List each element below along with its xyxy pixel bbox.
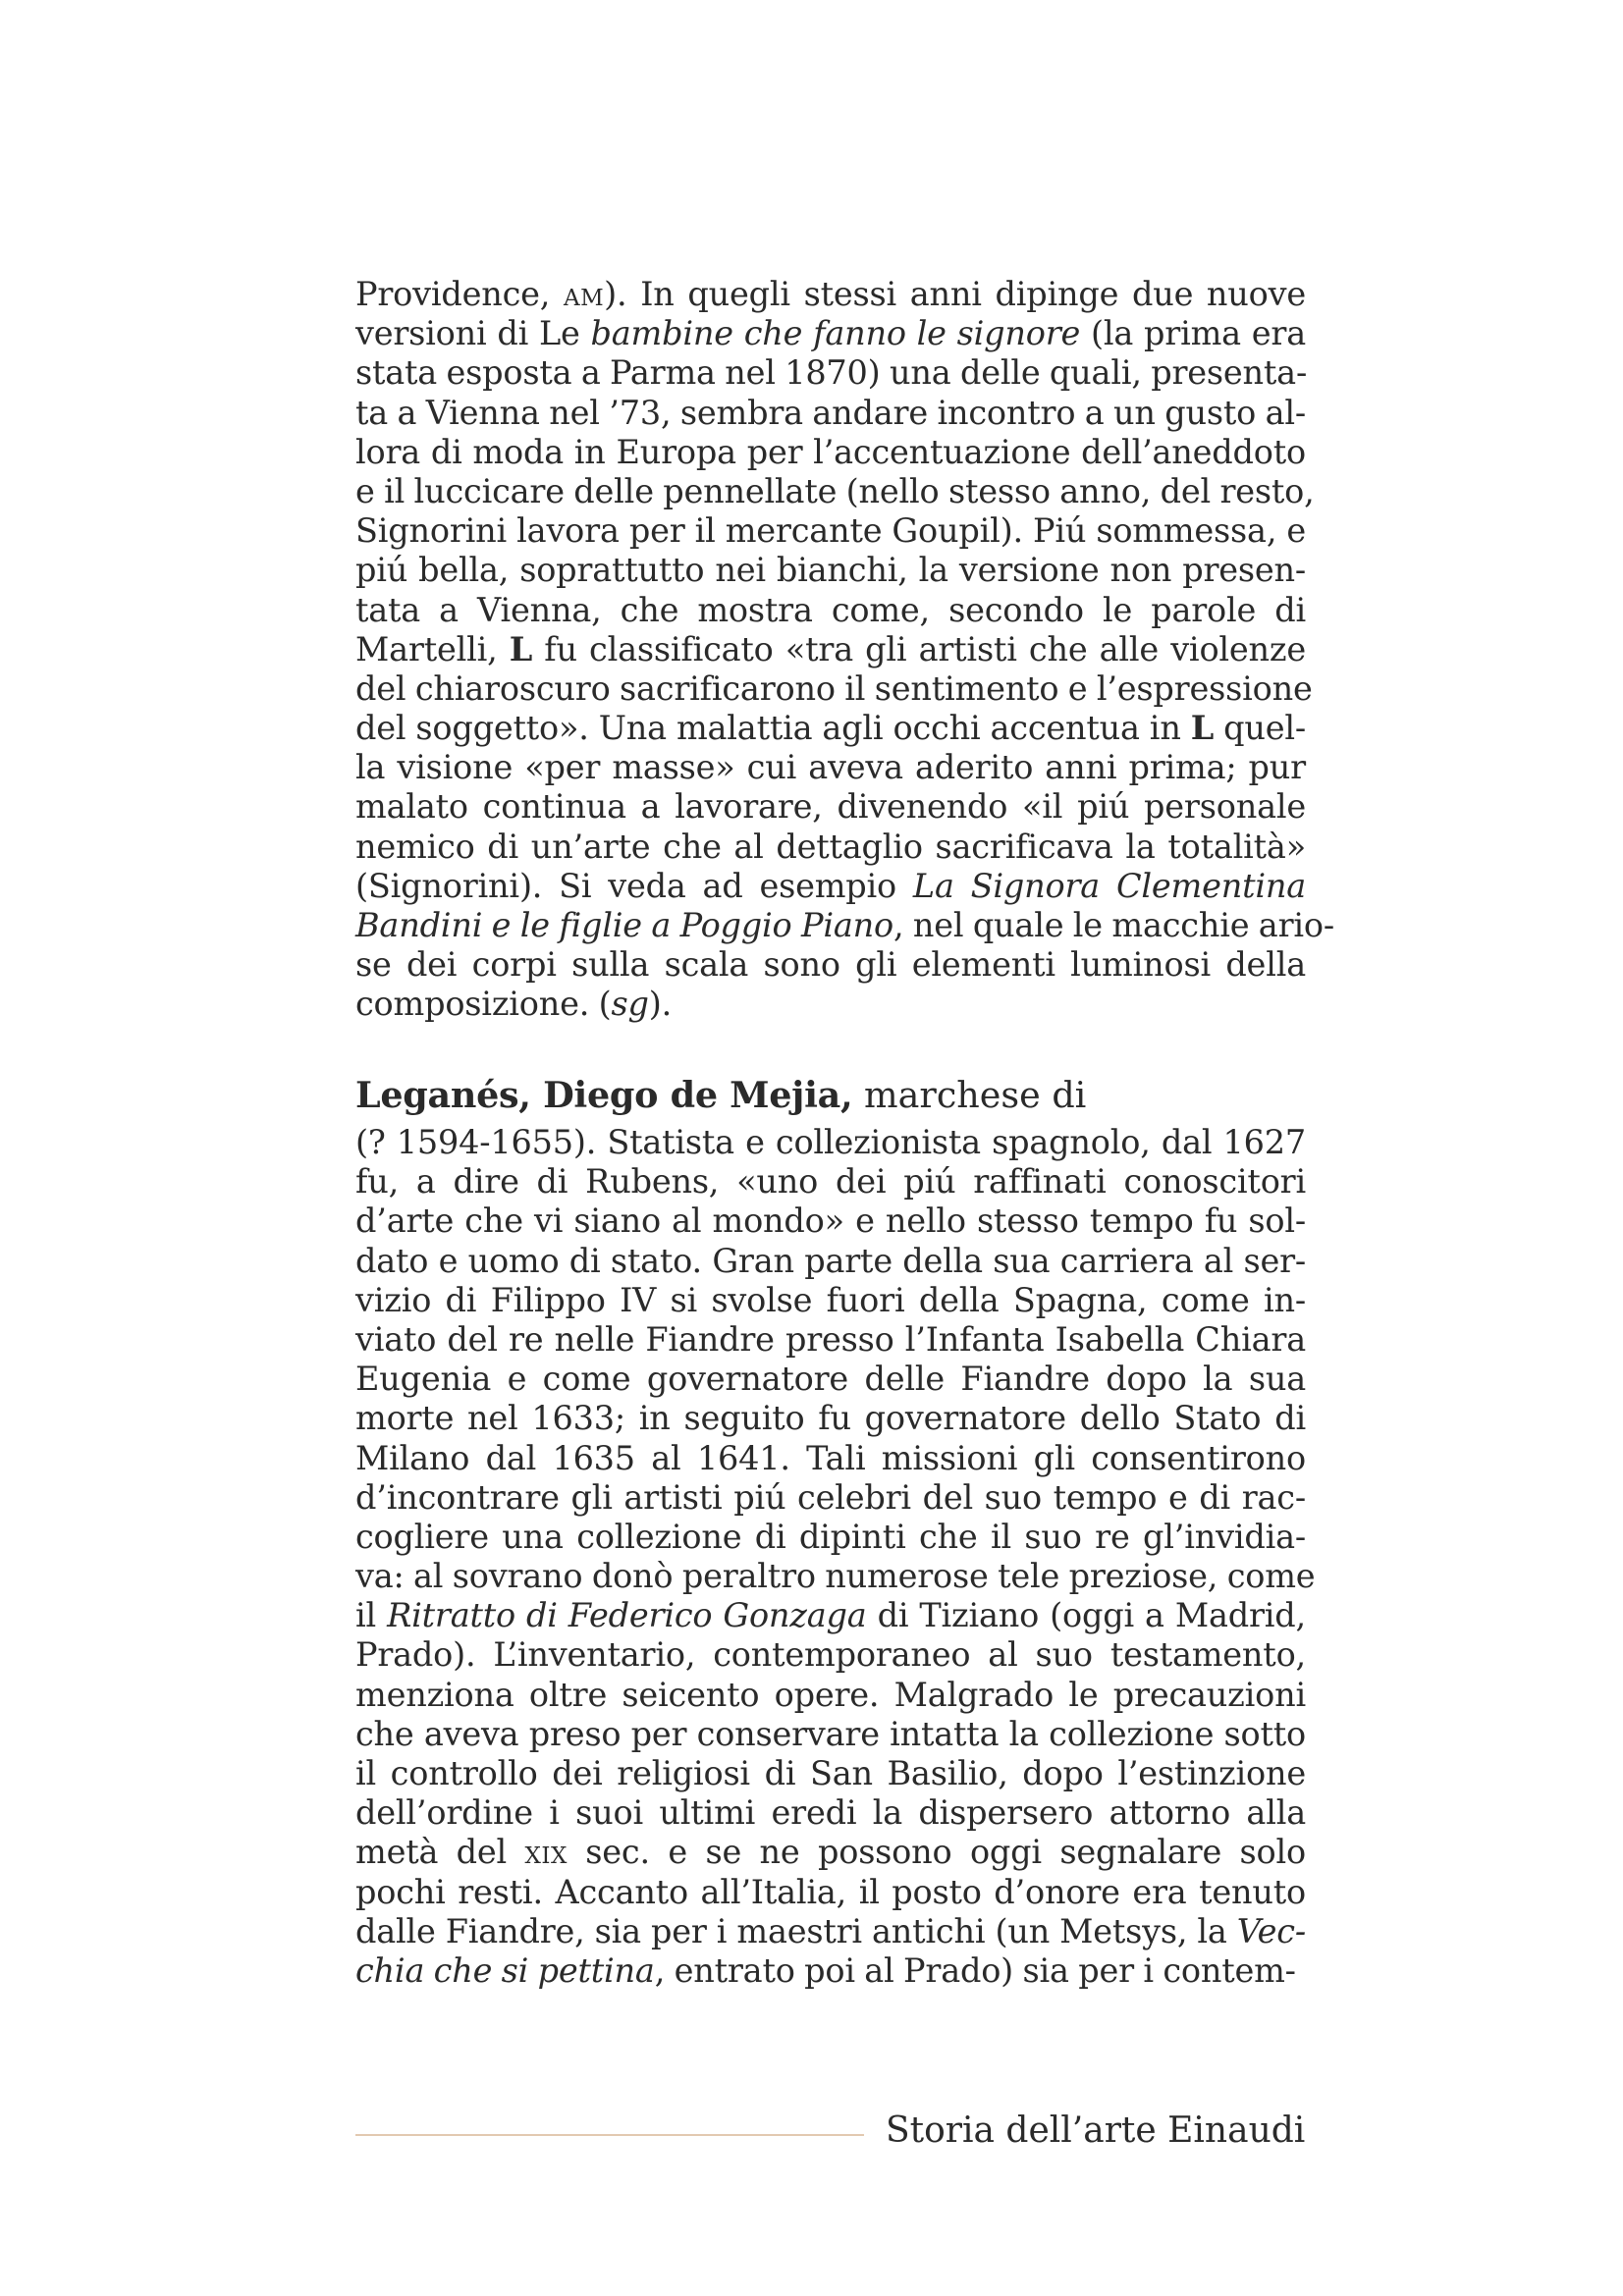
text-run: il — [355, 1596, 388, 1635]
text-run: Milano dal 1635 al 1641. Tali missioni gli consentirono — [355, 1438, 1306, 1477]
text-run: (Signorini). Si veda ad esempio — [355, 866, 913, 905]
text-line — [355, 1360, 1306, 1399]
text-run: fu, a dire di Rubens, «uno dei piú raffinati conoscitori — [355, 1162, 1306, 1201]
text-line — [355, 945, 1306, 985]
text-run: il controllo dei religiosi di San Basilio, dopo l’estinzione — [355, 1754, 1306, 1792]
text-line — [355, 1281, 1306, 1320]
footer-rule — [355, 2134, 864, 2136]
text-line — [355, 314, 1306, 353]
text-run: lora di moda in Europa per l’accentuazione dell’aneddoto — [355, 432, 1306, 471]
text-line — [355, 1635, 1306, 1675]
text-line — [355, 1833, 1306, 1872]
text-line — [355, 787, 1306, 827]
text-line — [355, 1439, 1306, 1478]
text-line — [355, 1518, 1306, 1557]
text-line — [355, 668, 1313, 709]
text-line — [355, 1123, 1306, 1162]
footer-title: Storia dell’arte Einaudi — [886, 2110, 1306, 2151]
text-line — [355, 1478, 1306, 1518]
text-run: la visione «per masse» cui aveva aderito anni prima; pur — [355, 748, 1306, 787]
text-line — [355, 748, 1306, 787]
text-run: se dei corpi sulla scala sono gli elementi luminosi della — [355, 945, 1306, 985]
italic-title: sg — [611, 985, 649, 1024]
text-line — [355, 1793, 1306, 1833]
text-run: Providence, — [355, 275, 564, 313]
italic-title: Vec- — [1236, 1911, 1306, 1950]
text-line — [355, 433, 1306, 472]
entry-title: marchese di — [852, 1074, 1087, 1116]
text-run: Eugenia e come governatore delle Fiandre dopo la sua — [355, 1360, 1306, 1399]
text-run: (la prima era — [1080, 314, 1307, 353]
text-line — [355, 1320, 1306, 1360]
text-line — [355, 1715, 1306, 1754]
text-line — [355, 1951, 1306, 1991]
text-run: cogliere una collezione di dipinti che il suo re gl’invidia- — [355, 1517, 1306, 1556]
text-run: Martelli, — [355, 629, 510, 668]
text-line — [355, 906, 1334, 945]
text-run: menziona oltre seicento opere. Malgrado le precauzioni — [355, 1675, 1306, 1714]
text-run: morte nel 1633; in seguito fu governatore dello Stato di — [355, 1399, 1306, 1438]
italic-title: Ritratto di Federico Gonzaga — [387, 1596, 867, 1635]
text-line — [355, 1399, 1306, 1438]
paragraph-continuation — [355, 275, 1334, 1025]
italic-title: bambine che fanno le signore — [590, 314, 1081, 353]
text-run: ). In quegli stessi anni dipinge due nuove — [604, 275, 1306, 313]
text-line — [355, 828, 1306, 867]
text-run: tata a Vienna, che mostra come, secondo le parole di — [355, 590, 1306, 629]
text-run: vizio di Filippo IV si svolse fuori della Spagna, come in- — [355, 1280, 1306, 1319]
text-run: Signorini lavora per il mercante Goupil). Piú sommessa, e — [355, 511, 1306, 551]
text-line — [355, 1754, 1306, 1793]
text-run: del soggetto». Una malattia agli occhi accentua in — [355, 709, 1191, 748]
text-run: dato e uomo di stato. Gran parte della sua carriera al ser- — [355, 1241, 1306, 1280]
text-line — [355, 1596, 1306, 1635]
entry-body — [355, 1123, 1316, 1991]
text-line — [355, 551, 1306, 590]
text-run: quel- — [1214, 709, 1306, 748]
italic-title: chia che si pettina — [355, 1950, 655, 1990]
text-run: metà del — [355, 1833, 525, 1872]
text-run: e il luccicare delle pennellate (nello stesso anno, del resto, — [355, 471, 1315, 510]
text-run: piú bella, soprattutto nei bianchi, la versione non presen- — [355, 551, 1306, 590]
bold-abbrev: L — [1190, 709, 1215, 748]
text-line — [355, 630, 1306, 669]
text-run: Prado). L’inventario, contemporaneo al suo testamento, — [355, 1635, 1306, 1675]
text-line — [355, 1557, 1316, 1596]
text-line — [355, 471, 1315, 511]
text-line — [355, 1162, 1306, 1201]
text-line — [355, 867, 1306, 906]
text-run: versioni di Le — [355, 314, 591, 353]
text-run: d’incontrare gli artisti piú celebri del suo tempo e di rac- — [355, 1477, 1306, 1517]
text-run: d’arte che vi siano al mondo» e nello stesso tempo fu sol- — [355, 1201, 1306, 1241]
text-run: che aveva preso per conservare intatta la collezione sotto — [355, 1714, 1306, 1753]
italic-title: La Signora Clementina — [912, 866, 1307, 905]
text-run: dell’ordine i suoi ultimi eredi la dispersero attorno alla — [355, 1793, 1306, 1833]
text-run: , nel quale le macchie ario- — [893, 906, 1334, 944]
text-run: nemico di un’arte che al dettaglio sacrificava la totalità» — [355, 827, 1306, 866]
text-run: di Tiziano (oggi a Madrid, — [866, 1596, 1306, 1635]
bold-abbrev: L — [509, 629, 533, 668]
text-run: , entrato poi al Prado) sia per i contem- — [654, 1950, 1296, 1990]
text-line — [355, 1242, 1306, 1281]
text-run: del chiaroscuro sacrificarono il sentimento e l’espressione — [355, 668, 1313, 708]
text-run: fu classificato «tra gli artisti che alle violenze — [532, 629, 1307, 668]
text-run: ). — [648, 985, 673, 1024]
text-line — [355, 394, 1306, 433]
text-line — [355, 1912, 1306, 1951]
text-line — [355, 1201, 1306, 1241]
entry-name: Leganés, Diego de Mejia, — [355, 1074, 853, 1116]
text-run: (? 1594-1655). Statista e collezionista spagnolo, dal 1627 — [355, 1123, 1306, 1161]
small-caps: xix — [524, 1833, 568, 1872]
small-caps: am — [563, 275, 605, 313]
text-run: va: al sovrano donò peraltro numerose tele preziose, come — [355, 1557, 1316, 1596]
entry-heading — [355, 1074, 1086, 1117]
text-run: pochi resti. Accanto all’Italia, il posto d’onore era tenuto — [355, 1872, 1306, 1911]
text-run: sec. e se ne possono oggi segnalare solo — [567, 1833, 1306, 1872]
text-run: viato del re nelle Fiandre presso l’Infanta Isabella Chiara — [355, 1319, 1306, 1359]
text-run: composizione. ( — [355, 985, 612, 1024]
text-run: ta a Vienna nel ’73, sembra andare incontro a un gusto al- — [355, 393, 1306, 432]
text-run: dalle Fiandre, sia per i maestri antichi (un Metsys, la — [355, 1911, 1237, 1950]
text-line — [355, 709, 1306, 748]
text-run: malato continua a lavorare, divenendo «il piú personale — [355, 787, 1306, 827]
text-run: stata esposta a Parma nel 1870) una delle quali, presenta- — [355, 353, 1308, 393]
text-line — [355, 275, 1306, 314]
text-line — [355, 1873, 1306, 1912]
text-line — [355, 1676, 1306, 1715]
text-line — [355, 591, 1306, 630]
text-line — [355, 511, 1306, 551]
italic-title: Bandini e le figlie a Poggio Piano — [355, 906, 893, 944]
text-line — [355, 985, 1306, 1024]
text-line — [355, 353, 1306, 393]
